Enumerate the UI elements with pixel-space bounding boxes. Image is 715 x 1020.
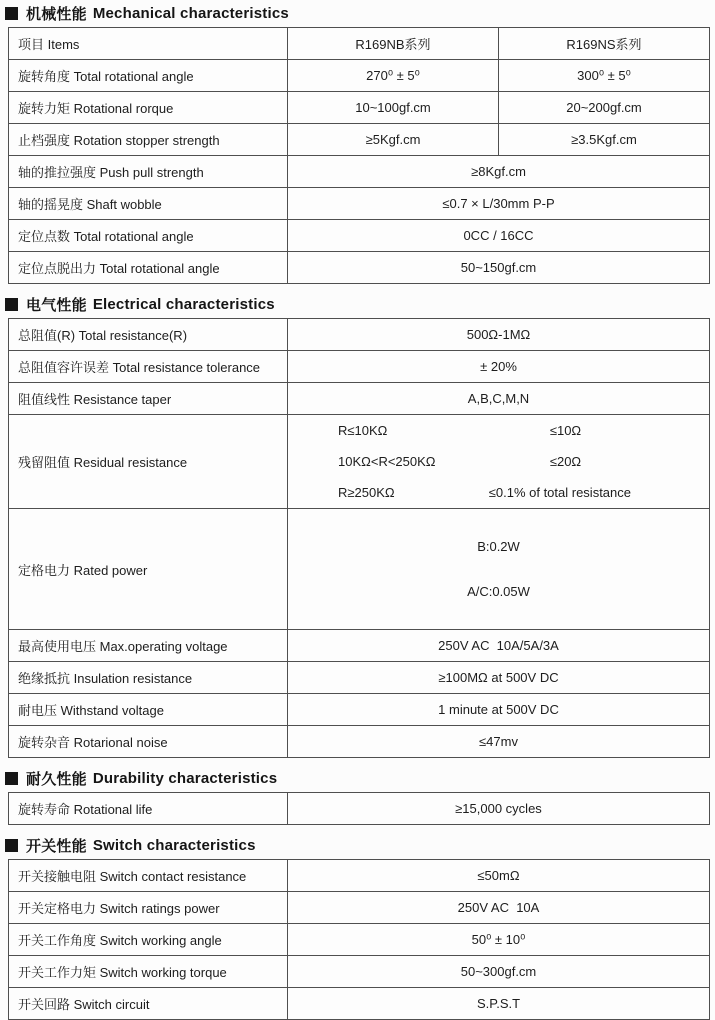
table-row bbox=[9, 892, 710, 924]
section-title-switch bbox=[5, 836, 715, 854]
section-title-mechanical bbox=[5, 4, 715, 22]
residual-condition: 10KΩ<R<250KΩ bbox=[338, 454, 436, 469]
row-label: 定格电力 Rated power bbox=[9, 509, 288, 630]
table-row bbox=[9, 726, 710, 758]
residual-line bbox=[288, 415, 709, 446]
row-value: 10~100gf.cm bbox=[288, 92, 499, 124]
row-label: 定位点脱出力 Total rotational angle bbox=[9, 252, 288, 284]
rated-power-line: B:0.2W bbox=[477, 539, 520, 554]
row-label: 开关回路 Switch circuit bbox=[9, 988, 288, 1020]
residual-line bbox=[288, 446, 709, 477]
row-label: 阻值线性 Resistance taper bbox=[9, 383, 288, 415]
table-row bbox=[9, 383, 710, 415]
table-row bbox=[9, 124, 710, 156]
table-row bbox=[9, 351, 710, 383]
row-label: 开关工作力矩 Switch working torque bbox=[9, 956, 288, 988]
section-title-zh: 电气性能 bbox=[26, 296, 87, 314]
row-label: 绝缘抵抗 Insulation resistance bbox=[9, 662, 288, 694]
row-value: ≥8Kgf.cm bbox=[288, 156, 710, 188]
section-title-en: Durability characteristics bbox=[92, 769, 278, 787]
row-value: ± 20% bbox=[288, 351, 710, 383]
row-label: 旋转杂音 Rotarional noise bbox=[9, 726, 288, 758]
row-label: 定位点数 Total rotational angle bbox=[9, 220, 288, 252]
row-label: 旋转角度 Total rotational angle bbox=[9, 60, 288, 92]
table-row bbox=[9, 60, 710, 92]
row-label: 止档强度 Rotation stopper strength bbox=[9, 124, 288, 156]
table-row bbox=[9, 860, 710, 892]
row-value: 20~200gf.cm bbox=[499, 92, 710, 124]
section-marker-icon bbox=[5, 298, 18, 311]
row-value: 1 minute at 500V DC bbox=[288, 694, 710, 726]
row-value: R169NS系列 bbox=[499, 28, 710, 60]
row-value: 50⁰ ± 10⁰ bbox=[288, 924, 710, 956]
row-value: ≤0.7 × L/30mm P-P bbox=[288, 188, 710, 220]
row-value: A,B,C,M,N bbox=[288, 383, 710, 415]
row-value: ≥5Kgf.cm bbox=[288, 124, 499, 156]
row-label: 开关接触电阻 Switch contact resistance bbox=[9, 860, 288, 892]
row-value: 50~150gf.cm bbox=[288, 252, 710, 284]
row-value: ≥3.5Kgf.cm bbox=[499, 124, 710, 156]
spec-table-switch bbox=[8, 859, 710, 1020]
row-label: 开关定格电力 Switch ratings power bbox=[9, 892, 288, 924]
row-label: 总阻值(R) Total resistance(R) bbox=[9, 319, 288, 351]
residual-condition: R≤10KΩ bbox=[338, 423, 388, 438]
rated-power-line: A/C:0.05W bbox=[467, 584, 530, 599]
table-row bbox=[9, 28, 710, 60]
residual-resistance-cell bbox=[288, 415, 710, 509]
row-value: R169NB系列 bbox=[288, 28, 499, 60]
row-label: 旋转寿命 Rotational life bbox=[9, 793, 288, 825]
row-value: ≤47mv bbox=[288, 726, 710, 758]
residual-condition: R≥250KΩ bbox=[338, 485, 395, 500]
table-row bbox=[9, 662, 710, 694]
row-value: 50~300gf.cm bbox=[288, 956, 710, 988]
row-value: 0CC / 16CC bbox=[288, 220, 710, 252]
row-value: S.P.S.T bbox=[288, 988, 710, 1020]
table-row bbox=[9, 220, 710, 252]
table-row bbox=[9, 924, 710, 956]
table-row bbox=[9, 156, 710, 188]
table-row bbox=[9, 793, 710, 825]
section-title-zh: 机械性能 bbox=[26, 5, 87, 23]
table-row bbox=[9, 630, 710, 662]
row-label: 轴的推拉强度 Push pull strength bbox=[9, 156, 288, 188]
section-title-en: Switch characteristics bbox=[92, 836, 256, 854]
spec-table-durability bbox=[8, 792, 710, 825]
row-label: 耐电压 Withstand voltage bbox=[9, 694, 288, 726]
table-row bbox=[9, 252, 710, 284]
row-label: 开关工作角度 Switch working angle bbox=[9, 924, 288, 956]
row-value: 250V AC 10A bbox=[288, 892, 710, 924]
row-label: 项目 Items bbox=[9, 28, 288, 60]
residual-value: ≤10Ω bbox=[549, 423, 582, 438]
spec-table-mechanical bbox=[8, 27, 710, 284]
table-row bbox=[9, 415, 710, 509]
row-label: 轴的摇晃度 Shaft wobble bbox=[9, 188, 288, 220]
rated-power-cell bbox=[288, 509, 710, 630]
section-title-en: Mechanical characteristics bbox=[92, 4, 289, 22]
row-label: 旋转力矩 Rotational rorque bbox=[9, 92, 288, 124]
residual-value: ≤0.1% of total resistance bbox=[488, 485, 631, 500]
row-value: ≥15,000 cycles bbox=[288, 793, 710, 825]
table-row bbox=[9, 92, 710, 124]
row-value: 270⁰ ± 5⁰ bbox=[288, 60, 499, 92]
table-row bbox=[9, 988, 710, 1020]
section-title-electrical bbox=[5, 295, 715, 313]
residual-value: ≤20Ω bbox=[549, 454, 582, 469]
section-title-zh: 耐久性能 bbox=[26, 770, 87, 788]
row-label: 总阻值容许误差 Total resistance tolerance bbox=[9, 351, 288, 383]
row-value: 300⁰ ± 5⁰ bbox=[499, 60, 710, 92]
table-row bbox=[9, 694, 710, 726]
row-value: 250V AC 10A/5A/3A bbox=[288, 630, 710, 662]
table-row bbox=[9, 319, 710, 351]
row-label: 残留阻值 Residual resistance bbox=[9, 415, 288, 509]
row-value: 500Ω-1MΩ bbox=[288, 319, 710, 351]
table-row bbox=[9, 509, 710, 630]
section-marker-icon bbox=[5, 7, 18, 20]
spec-table-electrical bbox=[8, 318, 710, 758]
section-marker-icon bbox=[5, 772, 18, 785]
residual-line bbox=[288, 477, 709, 508]
table-row bbox=[9, 956, 710, 988]
section-title-durability bbox=[5, 769, 715, 787]
row-value: ≤50mΩ bbox=[288, 860, 710, 892]
table-row bbox=[9, 188, 710, 220]
section-title-en: Electrical characteristics bbox=[92, 295, 275, 313]
row-label: 最高使用电压 Max.operating voltage bbox=[9, 630, 288, 662]
section-marker-icon bbox=[5, 839, 18, 852]
section-title-zh: 开关性能 bbox=[26, 837, 87, 855]
row-value: ≥100MΩ at 500V DC bbox=[288, 662, 710, 694]
